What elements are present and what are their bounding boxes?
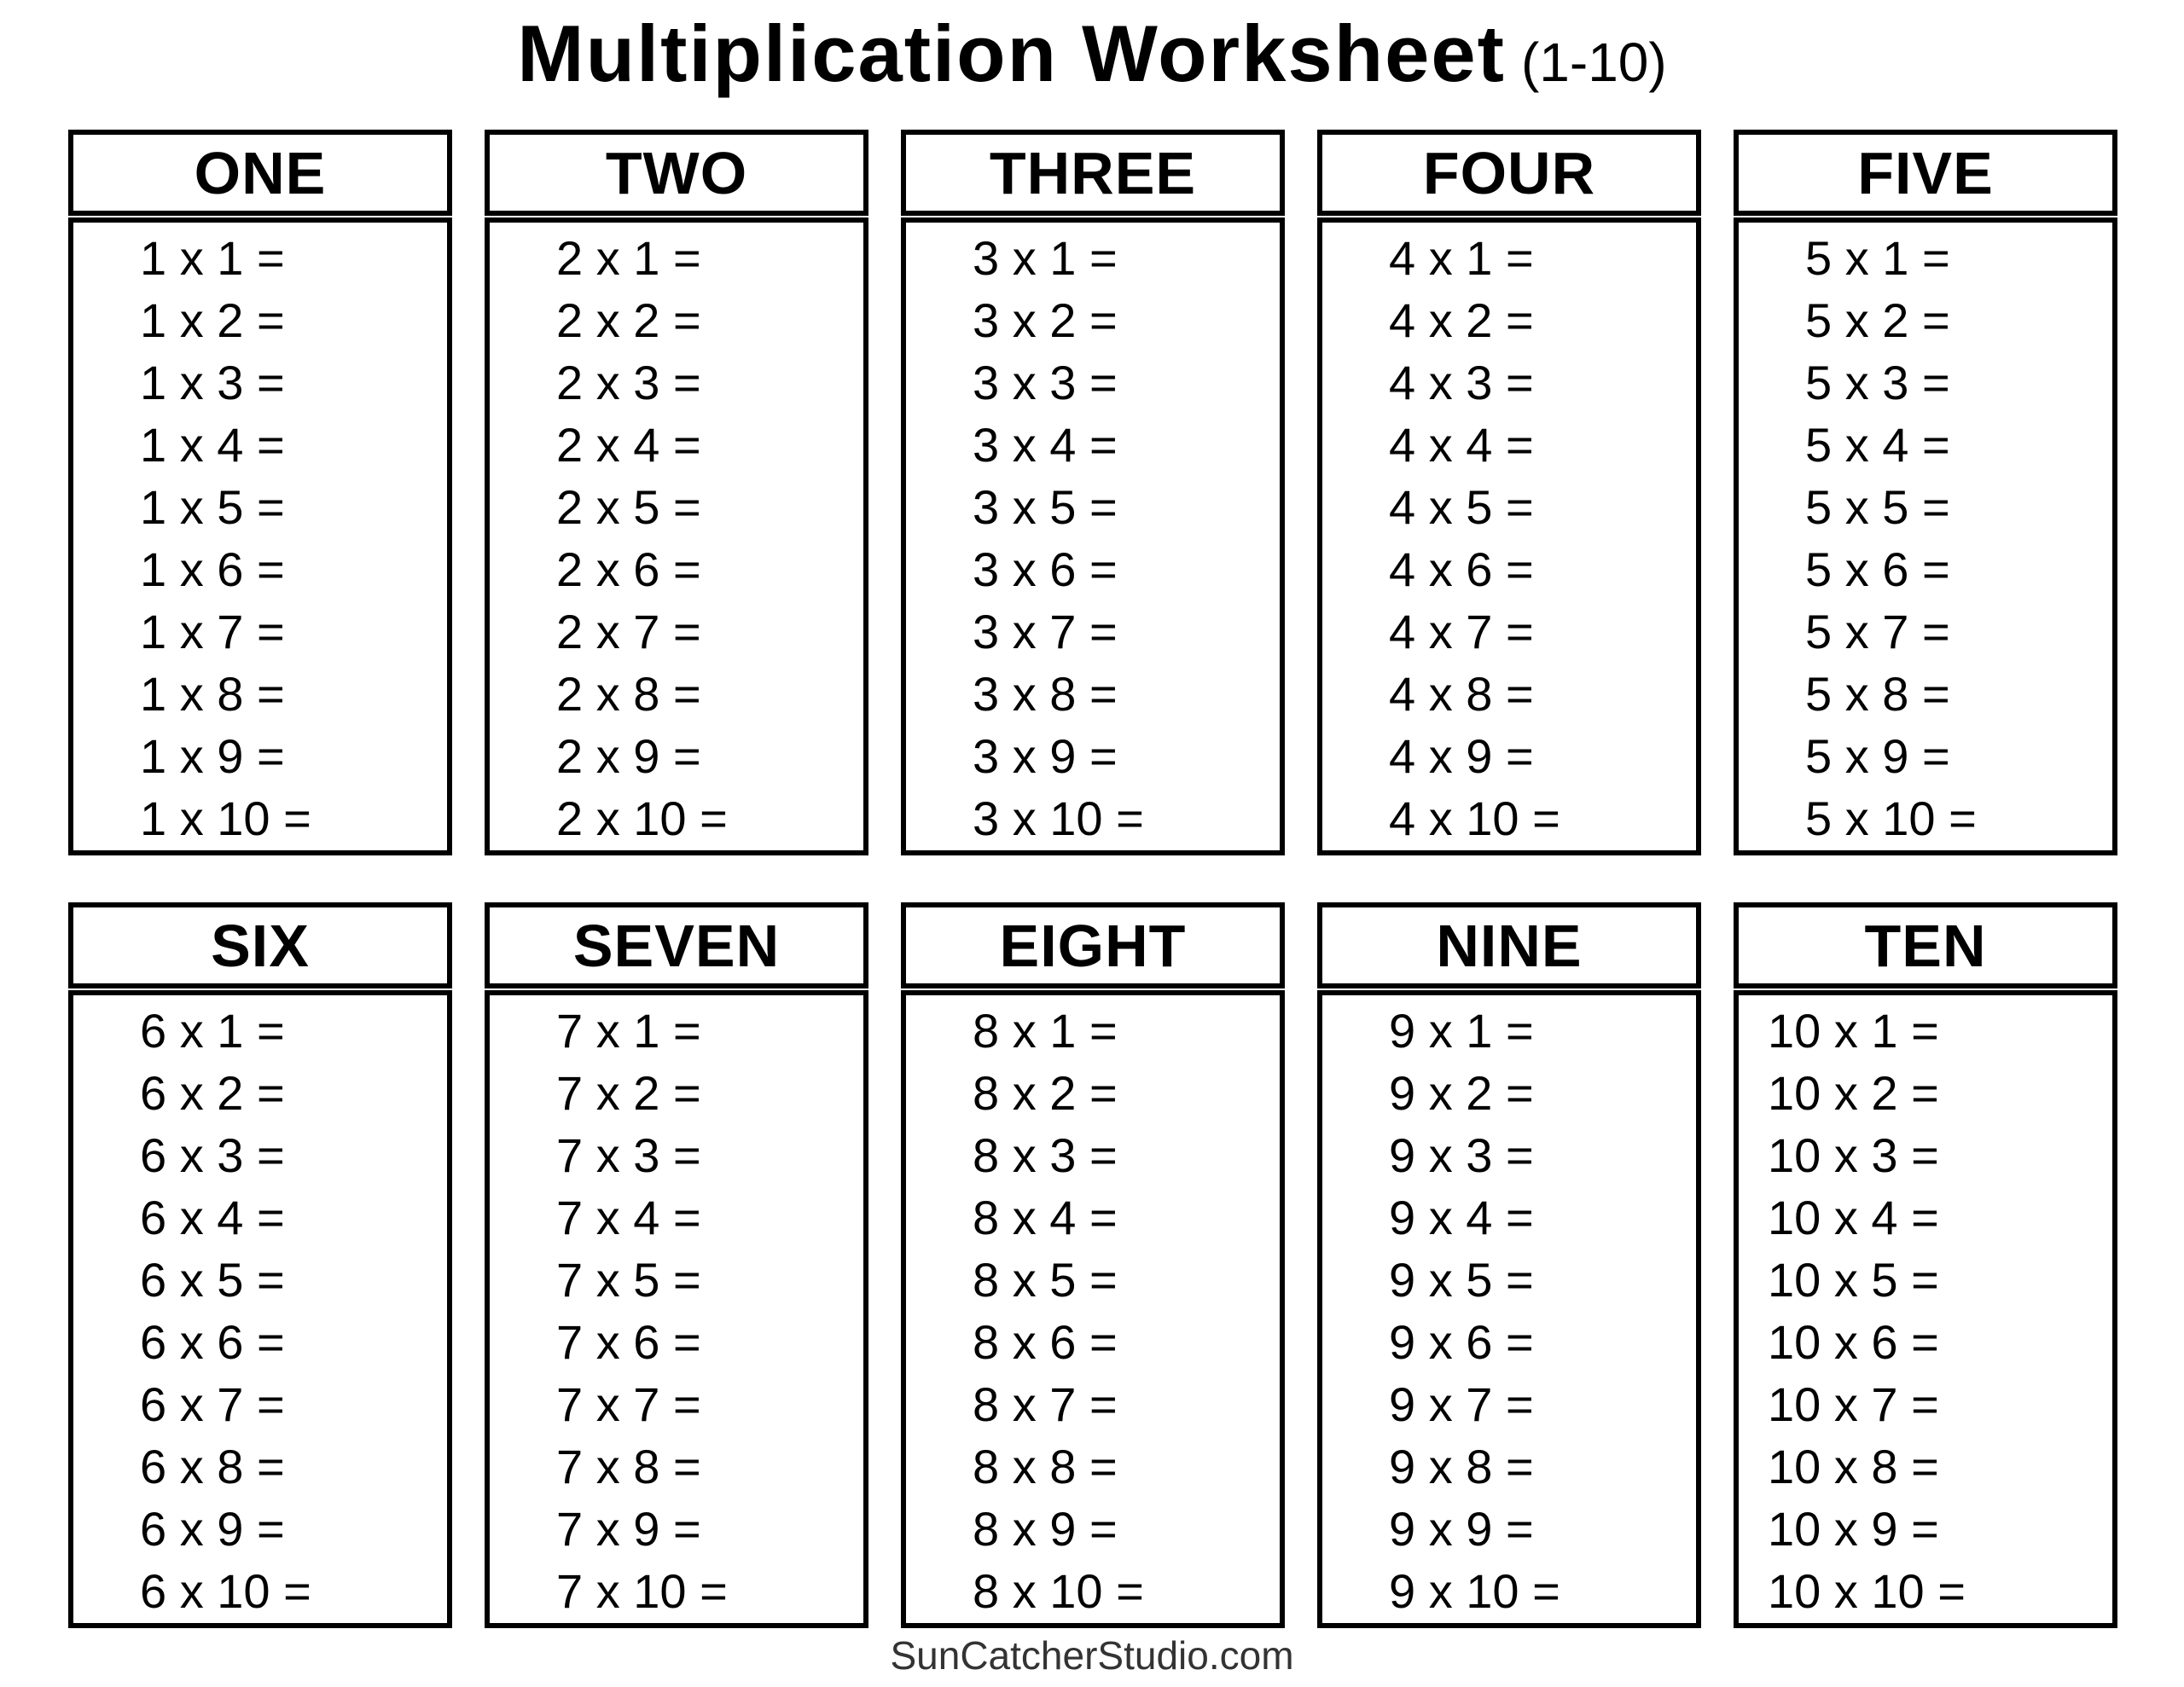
table-four — [1317, 130, 1701, 855]
problem-row: 8 x 6 = — [973, 1315, 1118, 1369]
table-heading-label: TEN — [1864, 912, 1987, 979]
problem-row: 8 x 5 = — [973, 1253, 1118, 1307]
problem-row: 2 x 10 = — [556, 791, 728, 845]
problem-row: 5 x 6 = — [1805, 542, 1950, 596]
problem-row: 7 x 6 = — [556, 1315, 701, 1369]
problem-row: 2 x 3 = — [556, 356, 701, 409]
problem-row: 5 x 1 = — [1805, 231, 1950, 285]
problem-row: 1 x 3 = — [140, 356, 285, 409]
problem-row: 5 x 10 = — [1805, 791, 1977, 845]
problem-row: 6 x 6 = — [140, 1315, 285, 1369]
table-nine — [1317, 902, 1701, 1628]
problem-row: 6 x 1 = — [140, 1004, 285, 1058]
table-heading-label: NINE — [1436, 912, 1583, 979]
table-heading — [1317, 130, 1701, 216]
problem-row: 10 x 7 = — [1768, 1377, 1939, 1431]
problem-row: 7 x 2 = — [556, 1066, 701, 1120]
problem-row: 4 x 9 = — [1389, 729, 1534, 783]
problem-row: 3 x 2 = — [973, 293, 1118, 347]
problem-row: 10 x 3 = — [1768, 1128, 1939, 1182]
problem-row: 1 x 8 = — [140, 667, 285, 721]
table-heading — [901, 130, 1285, 216]
page-title-range: (1-10) — [1520, 32, 1667, 93]
problem-row: 2 x 9 = — [556, 729, 701, 783]
problem-row: 6 x 2 = — [140, 1066, 285, 1120]
table-heading-label: EIGHT — [999, 912, 1187, 979]
problem-row: 6 x 7 = — [140, 1377, 285, 1431]
problem-row: 9 x 7 = — [1389, 1377, 1534, 1431]
problem-row: 4 x 1 = — [1389, 231, 1534, 285]
problem-row: 9 x 4 = — [1389, 1191, 1534, 1244]
problem-row: 6 x 10 = — [140, 1564, 311, 1618]
table-heading-label: SIX — [211, 912, 310, 979]
problem-row: 2 x 8 = — [556, 667, 701, 721]
problem-row: 2 x 1 = — [556, 231, 701, 285]
table-seven — [485, 902, 868, 1628]
problem-row: 4 x 3 = — [1389, 356, 1534, 409]
table-heading-label: TWO — [605, 139, 748, 206]
footer-credit: SunCatcherStudio.com — [890, 1633, 1294, 1678]
problem-row: 9 x 2 = — [1389, 1066, 1534, 1120]
problem-row: 10 x 8 = — [1768, 1440, 1939, 1493]
page-title-main: Multiplication Worksheet — [517, 9, 1506, 98]
problem-row: 9 x 6 = — [1389, 1315, 1534, 1369]
problem-row: 5 x 8 = — [1805, 667, 1950, 721]
problem-row: 6 x 3 = — [140, 1128, 285, 1182]
table-body — [1734, 990, 2117, 1628]
problem-row: 7 x 10 = — [556, 1564, 728, 1618]
problem-row: 2 x 4 = — [556, 418, 701, 472]
table-five — [1734, 130, 2117, 855]
problem-row: 4 x 10 = — [1389, 791, 1560, 845]
problem-row: 9 x 3 = — [1389, 1128, 1534, 1182]
table-body — [68, 217, 452, 855]
problem-row: 7 x 8 = — [556, 1440, 701, 1493]
table-six — [68, 902, 452, 1628]
problem-row: 1 x 5 = — [140, 480, 285, 534]
problem-row: 1 x 2 = — [140, 293, 285, 347]
problem-row: 8 x 3 = — [973, 1128, 1118, 1182]
problem-row: 5 x 5 = — [1805, 480, 1950, 534]
problem-row: 1 x 1 = — [140, 231, 285, 285]
table-body — [485, 217, 868, 855]
problem-row: 10 x 1 = — [1768, 1004, 1939, 1058]
table-heading — [68, 130, 452, 216]
problem-row: 3 x 10 = — [973, 791, 1144, 845]
problem-row: 5 x 3 = — [1805, 356, 1950, 409]
problem-row: 2 x 7 = — [556, 605, 701, 658]
problem-row: 7 x 4 = — [556, 1191, 701, 1244]
problem-row: 8 x 10 = — [973, 1564, 1144, 1618]
table-heading — [1734, 130, 2117, 216]
problem-row: 10 x 4 = — [1768, 1191, 1939, 1244]
problem-row: 10 x 5 = — [1768, 1253, 1939, 1307]
problem-row: 7 x 3 = — [556, 1128, 701, 1182]
table-heading-label: THREE — [989, 139, 1197, 206]
table-heading — [1317, 902, 1701, 988]
problem-row: 7 x 1 = — [556, 1004, 701, 1058]
problem-row: 6 x 9 = — [140, 1502, 285, 1556]
problem-row: 7 x 7 = — [556, 1377, 701, 1431]
page-title — [0, 9, 2184, 98]
problem-row: 4 x 4 = — [1389, 418, 1534, 472]
problem-row: 6 x 5 = — [140, 1253, 285, 1307]
problem-row: 8 x 8 = — [973, 1440, 1118, 1493]
problem-row: 1 x 9 = — [140, 729, 285, 783]
table-three — [901, 130, 1285, 855]
problem-row: 9 x 5 = — [1389, 1253, 1534, 1307]
problem-row: 7 x 5 = — [556, 1253, 701, 1307]
problem-row: 8 x 2 = — [973, 1066, 1118, 1120]
problem-row: 3 x 6 = — [973, 542, 1118, 596]
problem-row: 1 x 4 = — [140, 418, 285, 472]
table-ten — [1734, 902, 2117, 1628]
problem-row: 9 x 10 = — [1389, 1564, 1560, 1618]
problem-row: 8 x 1 = — [973, 1004, 1118, 1058]
table-body — [1317, 990, 1701, 1628]
problem-row: 2 x 2 = — [556, 293, 701, 347]
problem-row: 2 x 5 = — [556, 480, 701, 534]
problem-row: 10 x 10 = — [1768, 1564, 1966, 1618]
table-body — [1317, 217, 1701, 855]
problem-row: 2 x 6 = — [556, 542, 701, 596]
table-body — [901, 990, 1285, 1628]
problem-row: 10 x 9 = — [1768, 1502, 1939, 1556]
problem-row: 9 x 8 = — [1389, 1440, 1534, 1493]
table-body — [901, 217, 1285, 855]
problem-row: 8 x 7 = — [973, 1377, 1118, 1431]
problem-row: 3 x 9 = — [973, 729, 1118, 783]
problem-row: 3 x 4 = — [973, 418, 1118, 472]
problem-row: 1 x 10 = — [140, 791, 311, 845]
table-body — [68, 990, 452, 1628]
problem-row: 3 x 5 = — [973, 480, 1118, 534]
problem-row: 5 x 9 = — [1805, 729, 1950, 783]
problem-row: 3 x 8 = — [973, 667, 1118, 721]
table-heading — [68, 902, 452, 988]
problem-row: 5 x 4 = — [1805, 418, 1950, 472]
problem-row: 8 x 9 = — [973, 1502, 1118, 1556]
problem-row: 4 x 7 = — [1389, 605, 1534, 658]
problem-row: 1 x 7 = — [140, 605, 285, 658]
table-heading — [485, 902, 868, 988]
tables-row-top — [68, 130, 2117, 855]
problem-row: 4 x 6 = — [1389, 542, 1534, 596]
problem-row: 4 x 5 = — [1389, 480, 1534, 534]
problem-row: 3 x 1 = — [973, 231, 1118, 285]
table-body — [1734, 217, 2117, 855]
table-one — [68, 130, 452, 855]
problem-row: 5 x 7 = — [1805, 605, 1950, 658]
problem-row: 7 x 9 = — [556, 1502, 701, 1556]
tables-row-bottom — [68, 902, 2117, 1628]
problem-row: 10 x 2 = — [1768, 1066, 1939, 1120]
problem-row: 8 x 4 = — [973, 1191, 1118, 1244]
table-body — [485, 990, 868, 1628]
table-heading-label: FIVE — [1857, 139, 1994, 206]
table-heading — [1734, 902, 2117, 988]
table-heading-label: FOUR — [1422, 139, 1596, 206]
table-heading-label: ONE — [194, 139, 327, 206]
table-two — [485, 130, 868, 855]
problem-row: 10 x 6 = — [1768, 1315, 1939, 1369]
table-eight — [901, 902, 1285, 1628]
problem-row: 9 x 1 = — [1389, 1004, 1534, 1058]
problem-row: 5 x 2 = — [1805, 293, 1950, 347]
table-heading — [485, 130, 868, 216]
problem-row: 3 x 7 = — [973, 605, 1118, 658]
problem-row: 3 x 3 = — [973, 356, 1118, 409]
problem-row: 4 x 2 = — [1389, 293, 1534, 347]
problem-row: 6 x 8 = — [140, 1440, 285, 1493]
problem-row: 9 x 9 = — [1389, 1502, 1534, 1556]
table-heading — [901, 902, 1285, 988]
problem-row: 1 x 6 = — [140, 542, 285, 596]
problem-row: 4 x 8 = — [1389, 667, 1534, 721]
table-heading-label: SEVEN — [572, 912, 781, 979]
problem-row: 6 x 4 = — [140, 1191, 285, 1244]
